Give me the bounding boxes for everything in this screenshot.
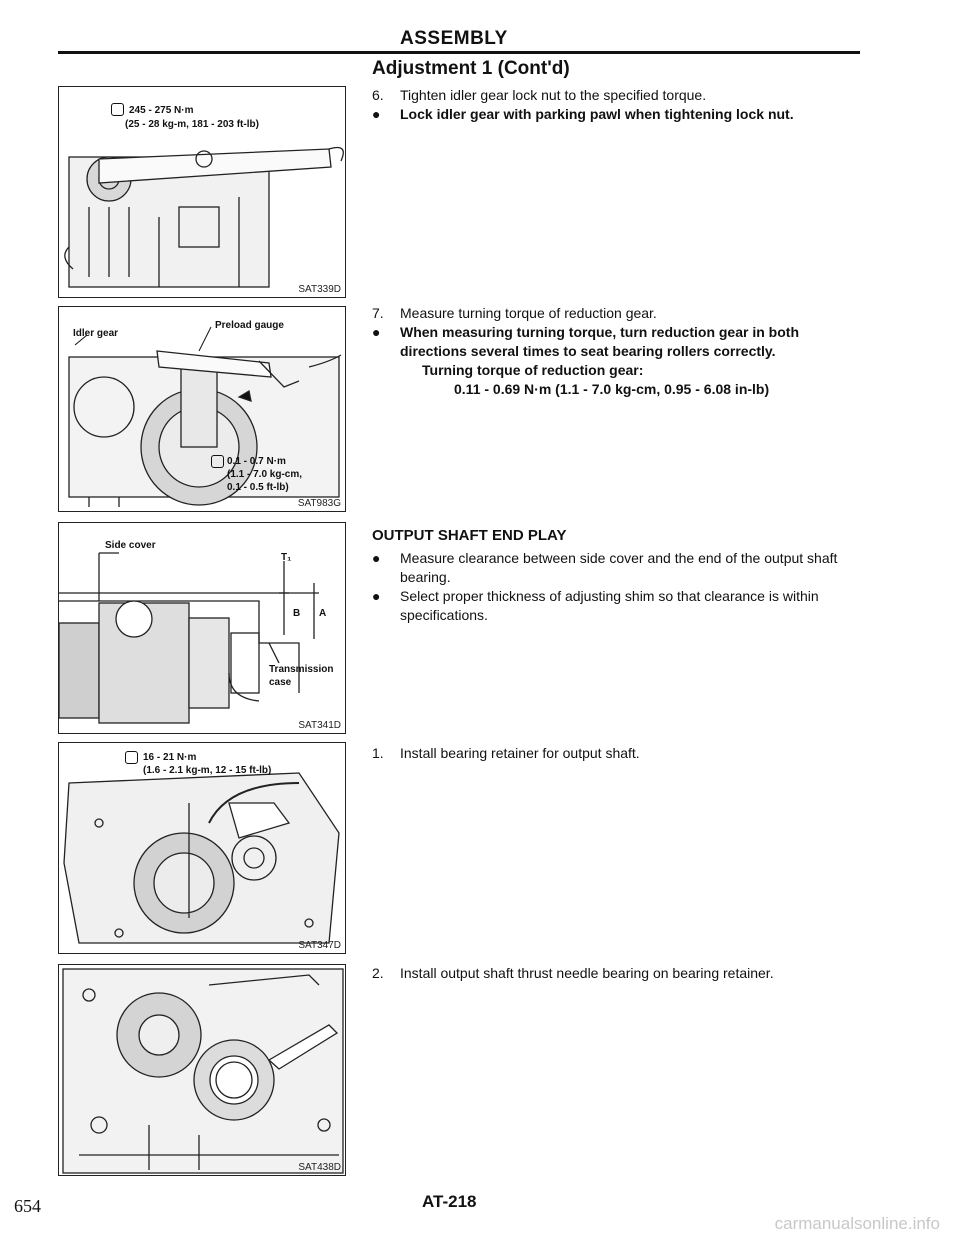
- torque-value-label: 16 - 21 N·m: [143, 752, 197, 763]
- watermark: carmanualsonline.info: [774, 1214, 940, 1233]
- torque-value-label: (25 - 28 kg-m, 181 - 203 ft-lb): [125, 119, 259, 130]
- dimension-a-label: A: [319, 608, 327, 619]
- page-header-title: ASSEMBLY: [400, 28, 508, 49]
- torque-value-label: (1.6 - 2.1 kg-m, 12 - 15 ft-lb): [143, 765, 272, 776]
- end-play-bullet: [372, 587, 862, 625]
- step-number: 2.: [372, 965, 384, 981]
- figure-side-cover-clearance: [58, 522, 346, 734]
- output-step-2-block: [372, 964, 862, 983]
- end-play-block: [372, 526, 862, 625]
- figure-thrust-needle-bearing: [58, 964, 346, 1176]
- section-title: Adjustment 1 (Cont'd): [372, 58, 570, 79]
- step-6-block: [372, 86, 862, 124]
- step-6: [372, 86, 862, 105]
- end-play-heading: OUTPUT SHAFT END PLAY: [372, 527, 567, 544]
- bullet-text: Measure clearance between side cover and the end of the output shaft bearing.: [400, 550, 838, 585]
- figure-bearing-retainer: [58, 742, 346, 954]
- torque-wrench-icon: [211, 455, 224, 468]
- torque-wrench-icon: [111, 103, 124, 116]
- torque-value-label: 0.1 - 0.7 N·m: [227, 456, 286, 467]
- bullet-icon: ●: [372, 324, 381, 340]
- step-text: Install output shaft thrust needle bearing on bearing retainer.: [400, 965, 774, 981]
- transmission-case-label: Transmission: [269, 664, 334, 675]
- torque-value-label: 0.1 - 0.5 ft-lb): [227, 482, 289, 493]
- figure-idler-nut-torque: [58, 86, 346, 298]
- step-6-note: [372, 105, 862, 124]
- figure-code: SAT347D: [298, 940, 341, 951]
- step-7-note: [372, 323, 862, 361]
- spec-label: Turning torque of reduction gear:: [422, 362, 644, 378]
- step-text: Tighten idler gear lock nut to the specified torque.: [400, 87, 707, 103]
- page-number: 654: [14, 1196, 41, 1216]
- header-rule: [58, 51, 860, 54]
- side-cover-label: Side cover: [105, 540, 156, 551]
- torque-wrench-icon: [125, 751, 138, 764]
- page-code: AT-218: [422, 1192, 477, 1211]
- torque-value-label: (1.1 - 7.0 kg-cm,: [227, 469, 303, 480]
- dimension-b-label: B: [293, 608, 301, 619]
- step-number: 7.: [372, 305, 384, 321]
- figure-code: SAT438D: [298, 1162, 341, 1173]
- output-step-1-block: [372, 744, 862, 763]
- figure-code: SAT339D: [298, 284, 341, 295]
- t1-label: T₁: [281, 552, 292, 563]
- step-number: 1.: [372, 745, 384, 761]
- figure-illustration: [59, 523, 346, 734]
- output-step-1: [372, 744, 862, 763]
- bullet-icon: ●: [372, 588, 381, 604]
- preload-gauge-label: Preload gauge: [215, 320, 284, 331]
- idler-gear-label: Idler gear: [73, 328, 119, 339]
- step-text: Install bearing retainer for output shaft.: [400, 745, 640, 761]
- step-7-block: [372, 304, 862, 399]
- step-7: [372, 304, 862, 323]
- end-play-bullet: [372, 549, 862, 587]
- step-number: 6.: [372, 87, 384, 103]
- note-text: When measuring turning torque, turn reduction gear in both directions several times to seat bearing rollers correctly.: [400, 324, 799, 359]
- output-step-2: [372, 964, 862, 983]
- step-text: Measure turning torque of reduction gear.: [400, 305, 657, 321]
- spec-value: 0.11 - 0.69 N·m (1.1 - 7.0 kg-cm, 0.95 - 6.08 in-lb): [454, 381, 770, 397]
- figure-code: SAT983G: [297, 498, 341, 509]
- torque-value-label: 245 - 275 N·m: [129, 105, 194, 116]
- bullet-icon: ●: [372, 550, 381, 566]
- figure-preload-gauge: [58, 306, 346, 512]
- figure-illustration: [59, 965, 346, 1176]
- bullet-icon: ●: [372, 106, 381, 122]
- bullet-text: Select proper thickness of adjusting shim so that clearance is within specifications.: [400, 588, 819, 623]
- transmission-case-label: case: [269, 677, 292, 688]
- figure-code: SAT341D: [298, 720, 341, 731]
- note-text: Lock idler gear with parking pawl when tightening lock nut.: [400, 106, 794, 122]
